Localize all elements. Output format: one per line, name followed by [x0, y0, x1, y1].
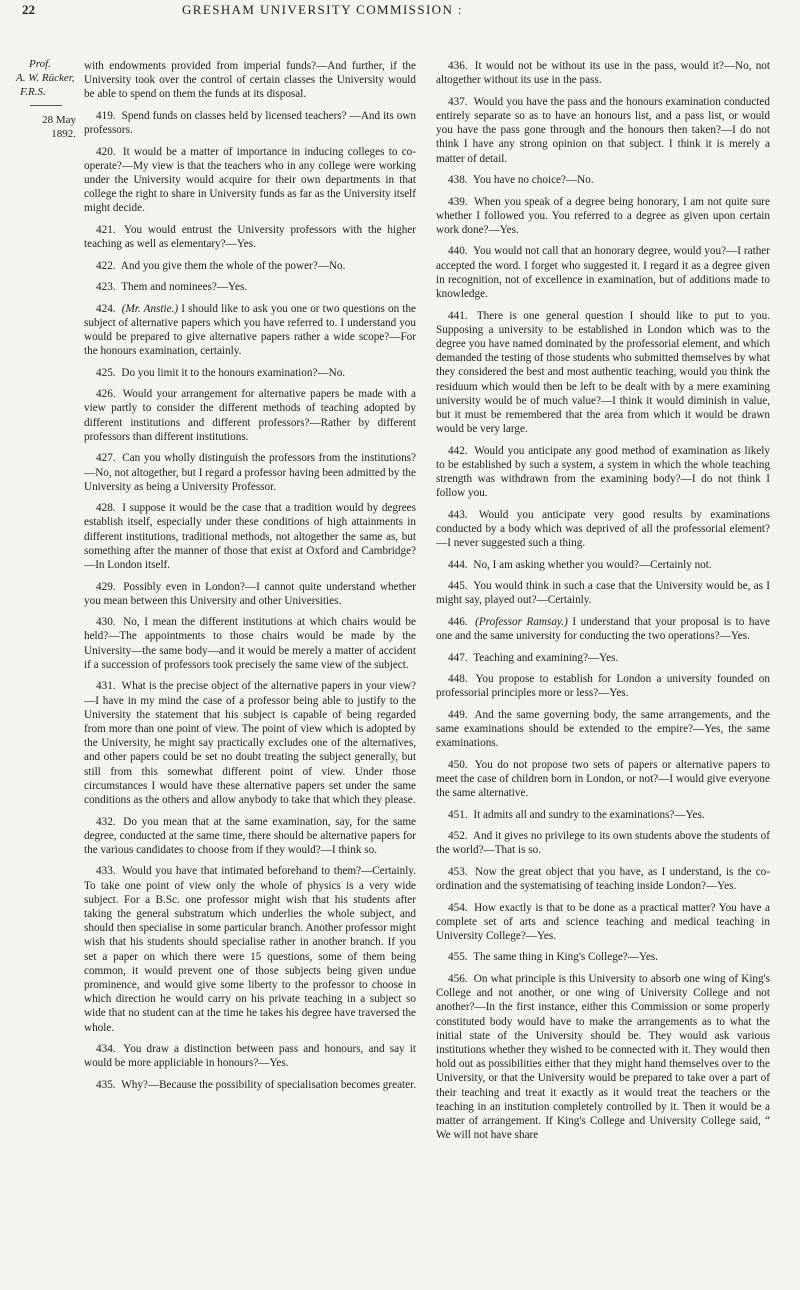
witness-title: Prof.: [29, 58, 51, 70]
paragraph-text: Spend funds on classes held by licensed teachers? —And its own professors.: [84, 109, 416, 137]
question-number: 448.: [448, 673, 468, 686]
speaker-label: (Professor Ramsay.): [475, 615, 568, 628]
testimony-paragraph: [436, 708, 770, 751]
testimony-paragraph: [84, 679, 416, 807]
question-number: 428.: [96, 502, 116, 515]
question-number: 433.: [96, 865, 116, 878]
question-number: 445.: [448, 580, 468, 593]
paragraph-text: I should like to ask you one or two questions on the subject of alternative papers which you have referred to. I understand you would be prepared to give alternative papers rather a wide scope?—For the honours examination, certainly.: [84, 302, 417, 358]
testimony-paragraph: [436, 508, 770, 551]
witness-name: A. W. Rücker,: [16, 72, 75, 84]
question-number: 420.: [96, 145, 116, 158]
testimony-paragraph: [84, 387, 416, 444]
paragraph-text: You would not call that an honorary degree, would you?—I rather accepted the word. I forget who suggested it. I regard it as a degree given in recognition, not of excellence in examination, but of additions made to knowledge.: [436, 245, 770, 301]
page-number: 22: [22, 2, 35, 17]
testimony-paragraph: [84, 259, 416, 273]
testimony-paragraph: [436, 244, 770, 301]
question-number: 438.: [448, 174, 468, 187]
witness-date: 28 May 1892.: [42, 114, 76, 140]
paragraph-text: The same thing in King's College?—Yes.: [473, 951, 659, 964]
testimony-paragraph: [436, 950, 770, 964]
question-number: 442.: [448, 444, 468, 457]
testimony-paragraph: [436, 808, 770, 822]
paragraph-text: And it gives no privilege to its own students above the students of the world?—That is so.: [436, 830, 770, 857]
testimony-paragraph: [436, 758, 770, 801]
paragraph-text: Now the great object that you have, as I understand, is the co-ordination and the systematising of teaching inside London?—Yes.: [436, 865, 771, 892]
question-number: 447.: [448, 651, 468, 664]
running-head: GRESHAM UNIVERSITY COMMISSION :: [182, 2, 463, 17]
paragraph-text: You would entrust the University professors with the higher teaching as well as elementary?—Yes.: [84, 223, 416, 251]
testimony-paragraph: [436, 173, 770, 187]
testimony-paragraph: [84, 302, 416, 359]
question-number: 454.: [448, 901, 468, 914]
paragraph-text: Can you wholly distinguish the professors from the institutions?—No, not altogether, but I regard a professor having been admitted by the University as being a University Professor.: [84, 452, 416, 493]
testimony-paragraph: [436, 672, 770, 700]
paragraph-text: You would think in such a case that the University would be, as I might say, played out?—Certainly.: [436, 580, 770, 607]
paragraph-text: I suppose it would be the case that a tradition would by degrees establish itself, especially under these conditions of high attainments in different institutions, traditional methods, not altogether the same as, but something after the manner of those that exist at Oxford and Cambridge?—In London itself.: [84, 502, 417, 572]
paragraph-text: Why?—Because the possibility of specialisation becomes greater.: [121, 1078, 417, 1091]
question-number: 437.: [448, 95, 468, 108]
testimony-paragraph: [436, 309, 770, 437]
paragraph-text: You have no choice?—No.: [472, 174, 594, 187]
witness-margin-note: [16, 57, 76, 141]
testimony-paragraph: [84, 366, 416, 380]
question-number: 419.: [96, 109, 116, 122]
question-number: 441.: [448, 309, 468, 322]
paragraph-text: And the same governing body, the same arrangements, and the same examinations should be extended to the empire?—Yes, the same examinations.: [436, 708, 770, 750]
question-number: 426.: [96, 388, 116, 401]
question-number: 434.: [96, 1043, 116, 1056]
paragraph-text: I understand that your proposal is to have one and the same university for conducting the two operations?—Yes.: [436, 615, 771, 643]
testimony-paragraph: [436, 558, 770, 572]
speaker-label: (Mr. Anstie.): [121, 302, 179, 315]
question-number: 449.: [448, 708, 468, 721]
paragraph-text: You do not propose two sets of papers or alternative papers to meet the case of children born in London, or not?—I would give everyone the same alternative.: [436, 758, 770, 800]
testimony-paragraph: [436, 615, 770, 643]
question-number: 439.: [448, 195, 468, 208]
question-number: 432.: [96, 815, 116, 828]
question-number: 431.: [96, 680, 116, 693]
question-number: 425.: [96, 366, 116, 379]
paragraph-text: Would your arrangement for alternative papers be made with a view partly to consider the different methods of teaching adopted by different institutions and different professors?—Rather by different professors than different institutions.: [84, 388, 416, 443]
testimony-paragraph: [84, 59, 416, 102]
testimony-paragraph: [84, 223, 416, 251]
testimony-paragraph: [84, 864, 416, 1034]
paragraph-text: And you give them the whole of the power?—No.: [120, 259, 346, 272]
paragraph-text: Would you anticipate very good results by examinations conducted by a body which was deprived of all the professorial element?—I never suggested such a thing.: [436, 508, 770, 550]
paragraph-text: No, I mean the different institutions at which chairs would be held?—The appointments to those chairs would be made by the University—the same body—and it would be merely a matter of accident if a succession of professors took precisely the same view of the subject.: [84, 616, 416, 671]
question-number: 452.: [448, 830, 468, 843]
testimony-paragraph: [436, 865, 770, 893]
question-number: 444.: [448, 558, 468, 571]
question-number: 456.: [448, 972, 468, 985]
paragraph-text: Would you anticipate any good method of examination as likely to be established by such a system, a system in which the whole teaching strength was withdrawn from the examining body?—I do not think I follow you.: [436, 444, 770, 500]
question-number: 453.: [448, 865, 468, 878]
paragraph-text: Teaching and examining?—Yes.: [473, 651, 619, 664]
testimony-paragraph: [84, 1042, 416, 1070]
question-number: 421.: [96, 223, 116, 236]
testimony-paragraph: [84, 580, 416, 608]
testimony-paragraph: [84, 815, 416, 858]
testimony-paragraph: [84, 501, 416, 572]
question-number: 424.: [96, 302, 116, 315]
testimony-paragraph: [84, 145, 416, 216]
testimony-paragraph: [436, 829, 770, 857]
paragraph-text: Possibly even in London?—I cannot quite understand whether you mean between this University and other Universities.: [84, 580, 416, 607]
paragraph-text: There is one general question I should like to put to you. Supposing a university to be established in London which was to the degree you have named dominated by the professorial element, and which demanded the testing of those students who submitted themselves by what they considered the best and most authentic teaching, would you think the residuum which would then be left to be dealt with by a mere examining university would be of much value?—I think it would diminish in value, but it must be remembered that the area from which it would be drawn would be very large.: [436, 309, 770, 436]
testimony-paragraph: [436, 59, 770, 87]
testimony-paragraph: [436, 95, 770, 166]
paragraph-text: On what principle is this University to absorb one wing of King's College and not another, or one wing of University College and not another?—In the first instance, either this Commission or some properly constituted body would have to make the arrangements as to what the initial state of the University should be. They would ask various institutions whether they wished to be connected with it. They would then hold out as possibilities either that they might hand themselves over to the University, or that the University would be prepared to take over a part of their teaching and treat it exactly as it would treat the teachers or the teaching in an institution completely controlled by it. Then it would be a matter of arrangement. If King's College and University College said, “ We will not have share: [436, 972, 770, 1142]
paragraph-text: What is the precise object of the alternative papers in your view?—I have in my mind the case of a professor being able to justify to the University the statement that his subject is capable of being regarded from more than one point of view. The point of view which is adopted by the University, he might say practically excludes one of the alternatives, and other papers could be set no doubt treating the subject generally, but still from this somewhat different point of view. Under those circumstances I would have these alternative papers set under the same conditions as the others and allow anybody to take that which they please.: [84, 680, 416, 806]
question-number: 443.: [448, 508, 468, 521]
question-number: 450.: [448, 758, 468, 771]
question-number: 455.: [448, 951, 468, 964]
paragraph-text: Do you limit it to the honours examination?—No.: [121, 366, 346, 379]
question-number: 446.: [448, 615, 468, 628]
paragraph-text: It would be a matter of importance in inducing colleges to co-operate?—My view is that the teachers who in any college were working under the University would acquire for their own departments in that college the right to share in University funds as far as the University itself might decide.: [84, 145, 416, 215]
paragraph-text: It would not be without its use in the pass, would it?—No, not altogether without its use in the pass.: [436, 60, 770, 87]
paragraph-text: You draw a distinction between pass and honours, and say it would be more appliciable in honours?—Yes.: [84, 1043, 416, 1070]
testimony-paragraph: [84, 615, 416, 672]
witness-honours: F.R.S.: [20, 86, 46, 98]
paragraph-text: Do you mean that at the same examination, say, for the same degree, conducted at the same time, there should be alternative papers for the various candidates to choose from if they would?—I think so.: [84, 815, 417, 856]
question-number: 451.: [448, 808, 468, 821]
testimony-paragraph: [84, 451, 416, 494]
left-column: [84, 59, 416, 1099]
testimony-paragraph: [84, 109, 416, 137]
paragraph-text: No, I am asking whether you would?—Certainly not.: [473, 558, 712, 571]
testimony-paragraph: [84, 280, 416, 294]
testimony-paragraph: [436, 901, 770, 944]
paragraph-text: How exactly is that to be done as a practical matter? You have a complete set of arts and science teaching and medical teaching in University College?—Yes.: [436, 901, 771, 942]
question-number: 430.: [96, 616, 116, 629]
question-number: 435.: [96, 1078, 116, 1091]
testimony-paragraph: [84, 1078, 416, 1092]
testimony-paragraph: [436, 195, 770, 238]
right-column: [436, 59, 770, 1150]
paragraph-text: Would you have that intimated beforehand to them?—Certainly. To take one point of view only the whole of physics is a very wide subject. For a B.Sc. one professor might wish that his students after taking the general substratum which underlies the whole subject, and should then specialise in some particular branch. Another professor might wish that his students should specialise rather in another branch. If you set a paper on which there were 15 questions, some of them being common, it would prevent one of those subjects being given undue prominence, and would give some liberty to the professor to choose in which direction he would carry on his private teaching in a subject so wide that no student can at the time he takes his degree have traversed the whole.: [84, 865, 416, 1034]
paragraph-text: You propose to establish for London a university founded on professorial principles more or less?—Yes.: [436, 673, 770, 700]
paragraph-text: with endowments provided from imperial funds?—And further, if the University took over the control of certain classes the University would be able to spend on them the funds at its disposal.: [84, 60, 416, 101]
testimony-paragraph: [436, 972, 770, 1142]
testimony-paragraph: [436, 579, 770, 607]
testimony-paragraph: [436, 444, 770, 501]
margin-rule: [30, 105, 62, 106]
testimony-paragraph: [436, 651, 770, 665]
question-number: 436.: [448, 60, 468, 72]
question-number: 427.: [96, 452, 116, 465]
paragraph-text: When you speak of a degree being honorary, I am not quite sure whether I followed you. You referred to a degree as given upon certain work done?—Yes.: [436, 195, 770, 236]
question-number: 440.: [448, 245, 468, 258]
paragraph-text: Would you have the pass and the honours examination conducted entirely separate so as to have an honours list, and a pass list, or would you have the pass gone through and the honours then taken?—I do not think I have any strong opinion on that subject. I think it is merely a matter of detail.: [436, 95, 770, 165]
question-number: 423.: [96, 281, 116, 294]
question-number: 422.: [96, 259, 116, 272]
paragraph-text: It admits all and sundry to the examinations?—Yes.: [473, 808, 705, 821]
paragraph-text: Them and nominees?—Yes.: [121, 281, 248, 294]
question-number: 429.: [96, 580, 116, 593]
